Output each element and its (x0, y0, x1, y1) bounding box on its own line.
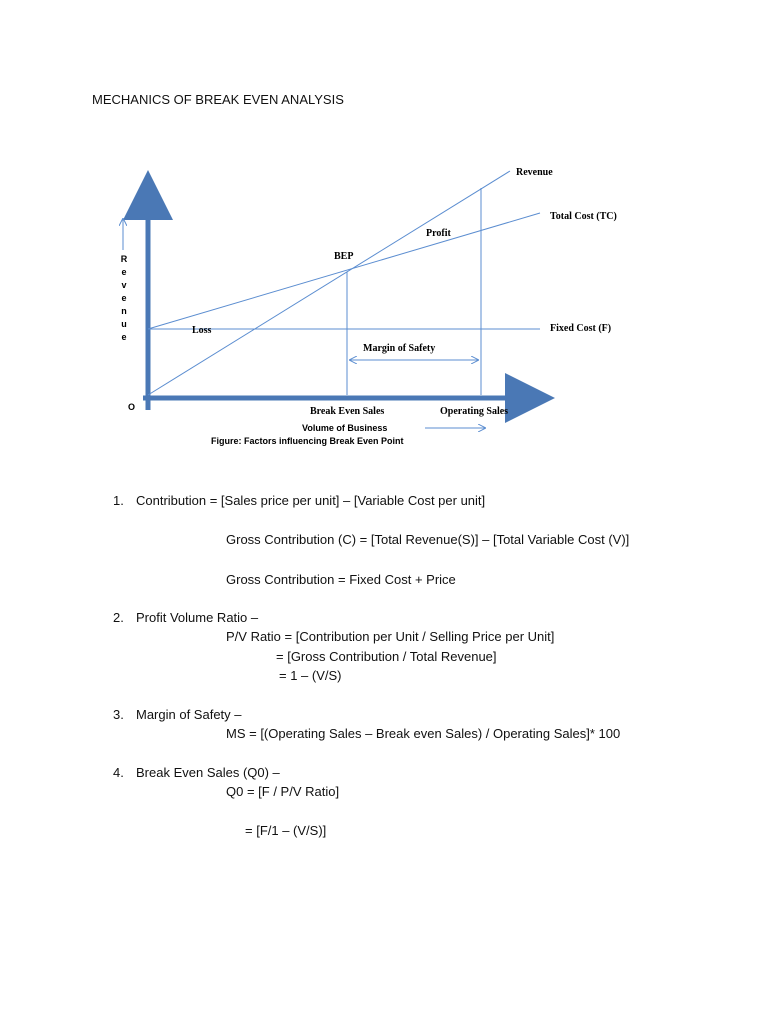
contribution-formula: Contribution = [Sales price per unit] – [Variable Cost per unit] (136, 493, 486, 508)
svg-text:e: e (121, 293, 127, 303)
svg-text:u: u (121, 319, 127, 329)
gross-contribution-formula: Gross Contribution (C) = [Total Revenue(S)] – [Total Variable Cost (V)] (226, 532, 630, 547)
y-axis-label (121, 254, 128, 342)
svg-text:e: e (121, 332, 127, 342)
revenue-line (148, 171, 510, 395)
gross-contribution-fixed-cost: Gross Contribution = Fixed Cost + Price (226, 572, 456, 587)
page-heading: MECHANICS OF BREAK EVEN ANALYSIS (92, 92, 344, 107)
loss-label: Loss (192, 325, 212, 336)
profit-label: Profit (426, 228, 451, 239)
list-number: 4. (113, 765, 124, 780)
figure-caption: Figure: Factors influencing Break Even Point (211, 436, 404, 446)
q0-simplified: = [F/1 – (V/S)] (245, 823, 327, 838)
origin-label: O (128, 402, 136, 412)
svg-text:n: n (121, 306, 127, 316)
profit-volume-ratio-title: Profit Volume Ratio – (136, 610, 259, 625)
operating-sales-label: Operating Sales (440, 406, 509, 417)
list-number: 2. (113, 610, 124, 625)
break-even-sales-title: Break Even Sales (Q0) – (136, 765, 280, 780)
bep-label: BEP (334, 251, 354, 262)
break-even-chart (0, 150, 768, 455)
q0-formula: Q0 = [F / P/V Ratio] (226, 784, 340, 799)
pv-ratio-formula: P/V Ratio = [Contribution per Unit / Selling Price per Unit] (226, 629, 555, 644)
total-cost-label: Total Cost (TC) (550, 211, 617, 222)
svg-text:v: v (121, 280, 127, 290)
pv-ratio-gross: = [Gross Contribution / Total Revenue] (276, 649, 497, 664)
list-number: 3. (113, 707, 124, 722)
svg-text:R: R (120, 254, 128, 264)
svg-text:e: e (121, 267, 127, 277)
pv-ratio-simplified: = 1 – (V/S) (279, 668, 342, 683)
break-even-sales-label: Break Even Sales (310, 406, 385, 417)
fixed-cost-label: Fixed Cost (F) (550, 323, 612, 334)
margin-of-safety-title: Margin of Safety – (136, 707, 242, 722)
revenue-label: Revenue (516, 167, 553, 178)
margin-of-safety-formula: MS = [(Operating Sales – Break even Sales) / Operating Sales]* 100 (226, 726, 621, 741)
margin-of-safety-label: Margin of Safety (363, 343, 436, 354)
x-axis-label: Volume of Business (302, 423, 388, 433)
list-number: 1. (113, 493, 124, 508)
